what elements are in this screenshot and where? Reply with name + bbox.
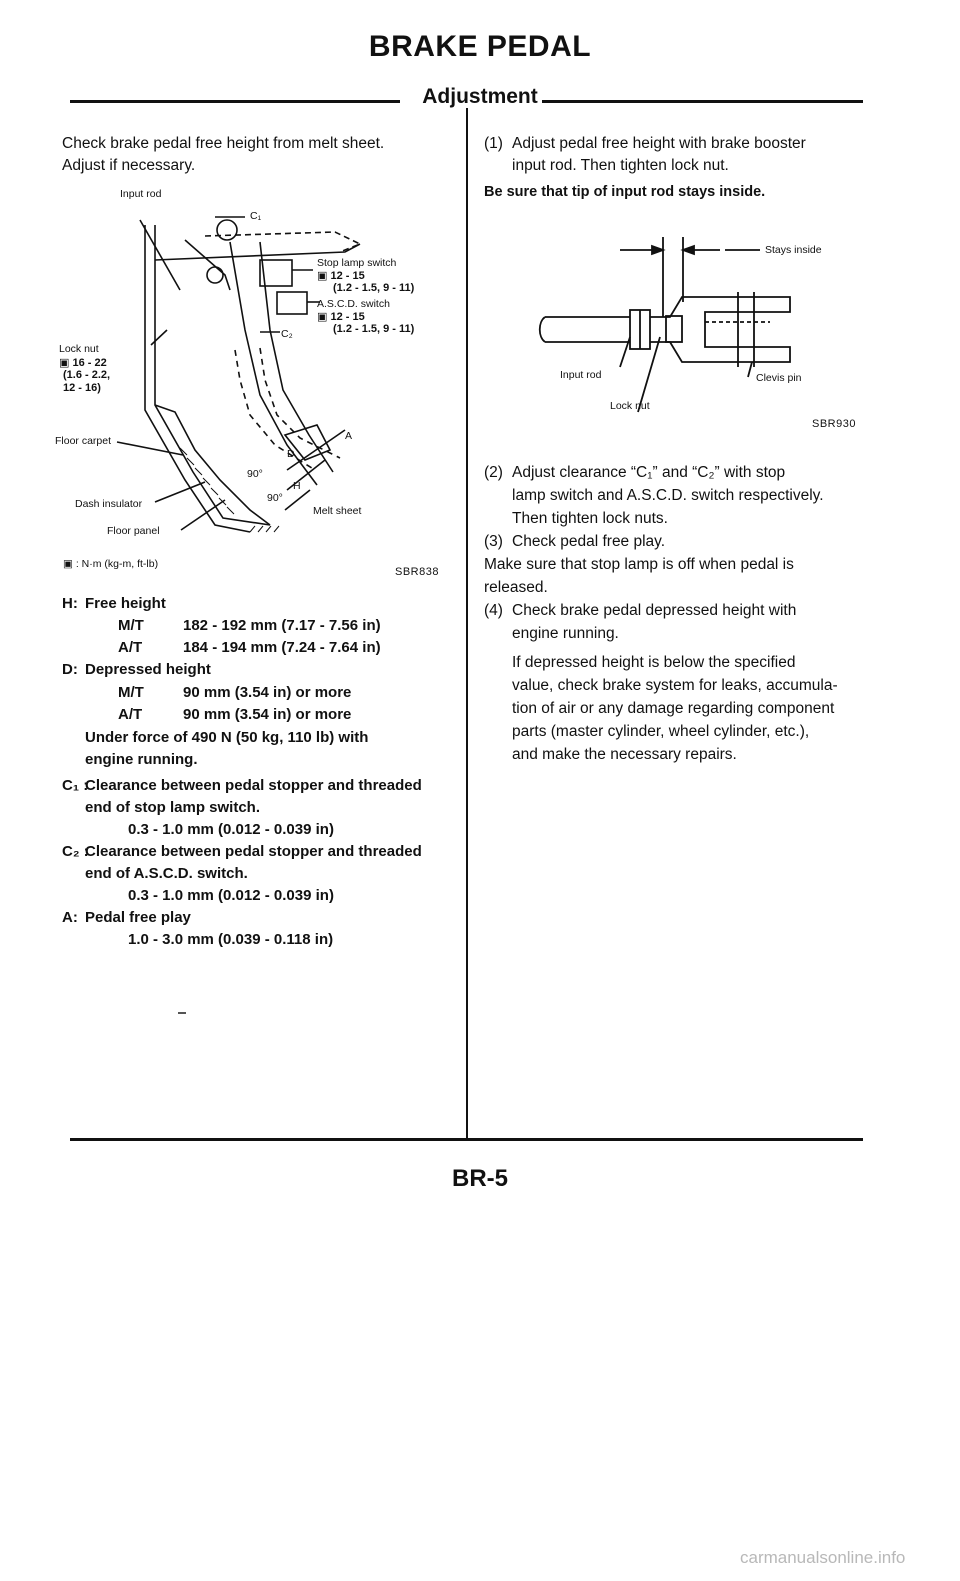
spec-a-label: A:	[62, 909, 78, 926]
torque-legend: ▣ : N·m (kg-m, ft-lb)	[63, 558, 159, 570]
torque-icon: ▣	[317, 270, 328, 282]
spec-a-title: Pedal free play	[85, 909, 191, 926]
lock-nut-torque-1: ▣ 16 - 22	[59, 357, 107, 369]
step-4-line-6: parts (master cylinder, wheel cylinder, etc.),	[512, 723, 810, 740]
spec-d-at-key: A/T	[118, 706, 143, 723]
spec-d-mt-key: M/T	[118, 684, 144, 701]
spec-d-label: D:	[62, 661, 78, 678]
input-rod-figure	[520, 222, 870, 432]
label-stays-inside: Stays inside	[765, 244, 822, 256]
spec-c2-text-1: Clearance between pedal stopper and threaded	[85, 843, 422, 860]
figure-code: SBR838	[395, 566, 439, 578]
step-2-line-2: lamp switch and A.S.C.D. switch respectively.	[512, 487, 824, 504]
spec-c2-val: 0.3 - 1.0 mm (0.012 - 0.039 in)	[128, 887, 334, 904]
label-input-rod-r: Input rod	[560, 369, 602, 381]
spec-c2-text-2: end of A.S.C.D. switch.	[85, 865, 248, 882]
step-3-note-2: released.	[484, 579, 548, 596]
step-2-line-3: Then tighten lock nuts.	[512, 510, 668, 527]
step-4-line-1: Check brake pedal depressed height with	[512, 602, 797, 619]
spec-h-at-key: A/T	[118, 639, 143, 656]
spec-h-label: H:	[62, 595, 78, 612]
step-3-line-1: Check pedal free play.	[512, 533, 666, 550]
label-deg-2: 90°	[267, 492, 283, 504]
label-c2: C₂	[281, 328, 293, 340]
spec-c1-text-1: Clearance between pedal stopper and threaded	[85, 777, 422, 794]
footer-rule	[70, 1138, 863, 1141]
label-a: A	[345, 430, 353, 442]
torque-icon: ▣	[63, 558, 73, 570]
label-lock-nut-r: Lock nut	[610, 400, 650, 412]
step-4-line-2: engine running.	[512, 625, 619, 642]
spec-c1-text-2: end of stop lamp switch.	[85, 799, 261, 816]
step-1-line-1: Adjust pedal free height with brake booster	[512, 135, 806, 152]
label-ascd-switch: A.S.C.D. switch	[317, 298, 390, 310]
warning-text: Be sure that tip of input rod stays inside.	[484, 184, 766, 200]
section-title: Adjustment	[0, 85, 960, 109]
step-4-line-5: tion of air or any damage regarding component	[512, 700, 835, 717]
label-deg-1: 90°	[247, 468, 263, 480]
label-input-rod: Input rod	[120, 188, 162, 200]
label-d: D	[287, 448, 295, 460]
step-1-line-2: input rod. Then tighten lock nut.	[512, 157, 729, 174]
spec-a-val: 1.0 - 3.0 mm (0.039 - 0.118 in)	[128, 931, 334, 948]
label-floor-panel: Floor panel	[107, 525, 160, 537]
stray-mark	[178, 1012, 186, 1014]
step-1-num: (1)	[484, 135, 503, 152]
spec-h-title: Free height	[85, 595, 166, 612]
label-lock-nut: Lock nut	[59, 343, 99, 355]
spec-d-note-2: engine running.	[85, 751, 198, 768]
page-title: BRAKE PEDAL	[368, 30, 592, 63]
step-2-num: (2)	[484, 464, 503, 481]
ascd-torque-1: ▣ 12 - 15	[317, 311, 365, 323]
brake-pedal-figure	[55, 180, 455, 580]
intro-line-1: Check brake pedal free height from melt sheet.	[62, 135, 385, 152]
spec-c2-label: C₂ :	[62, 843, 89, 860]
figure-code-r: SBR930	[812, 418, 856, 430]
column-divider	[466, 108, 468, 1138]
step-3-note-1: Make sure that stop lamp is off when pedal is	[484, 556, 794, 573]
step-2-line-1: Adjust clearance “C₁” and “C₂” with stop	[512, 464, 786, 481]
label-melt-sheet: Melt sheet	[313, 505, 362, 517]
spec-d-title: Depressed height	[85, 661, 211, 678]
spec-h-mt-key: M/T	[118, 617, 144, 634]
step-4-line-7: and make the necessary repairs.	[512, 746, 737, 763]
spec-h-mt-val: 182 - 192 mm (7.17 - 7.56 in)	[183, 617, 381, 634]
spec-d-at-val: 90 mm (3.54 in) or more	[183, 706, 352, 723]
spec-d-mt-val: 90 mm (3.54 in) or more	[183, 684, 352, 701]
torque-icon: ▣	[317, 311, 328, 323]
spec-d-note-1: Under force of 490 N (50 kg, 110 lb) with	[85, 729, 369, 746]
step-4-line-3: If depressed height is below the specified	[512, 654, 796, 671]
label-dash-insulator: Dash insulator	[75, 498, 143, 510]
lock-nut-torque-3: 12 - 16)	[63, 382, 101, 394]
brake-pedal-diagram	[55, 180, 455, 580]
stop-lamp-torque-2: (1.2 - 1.5, 9 - 11)	[333, 282, 415, 294]
page-number: BR-5	[451, 1165, 508, 1192]
step-4-num: (4)	[484, 602, 503, 619]
spec-c1-val: 0.3 - 1.0 mm (0.012 - 0.039 in)	[128, 821, 334, 838]
stop-lamp-torque-1: ▣ 12 - 15	[317, 270, 365, 282]
ascd-torque-2: (1.2 - 1.5, 9 - 11)	[333, 323, 415, 335]
torque-icon: ▣	[59, 357, 70, 369]
step-3-num: (3)	[484, 533, 503, 550]
label-h: H	[293, 480, 301, 492]
watermark: carmanualsonline.info	[740, 1548, 906, 1567]
intro-line-2: Adjust if necessary.	[62, 157, 196, 174]
spec-c1-label: C₁ :	[62, 777, 89, 794]
step-4-line-4: value, check brake system for leaks, accumula-	[512, 677, 838, 694]
label-stop-lamp-switch: Stop lamp switch	[317, 257, 397, 269]
spec-h-at-val: 184 - 194 mm (7.24 - 7.64 in)	[183, 639, 381, 656]
label-floor-carpet: Floor carpet	[55, 435, 112, 447]
label-clevis-pin: Clevis pin	[756, 372, 802, 384]
label-c1: C₁	[250, 210, 262, 222]
lock-nut-torque-2: (1.6 - 2.2,	[63, 369, 111, 381]
